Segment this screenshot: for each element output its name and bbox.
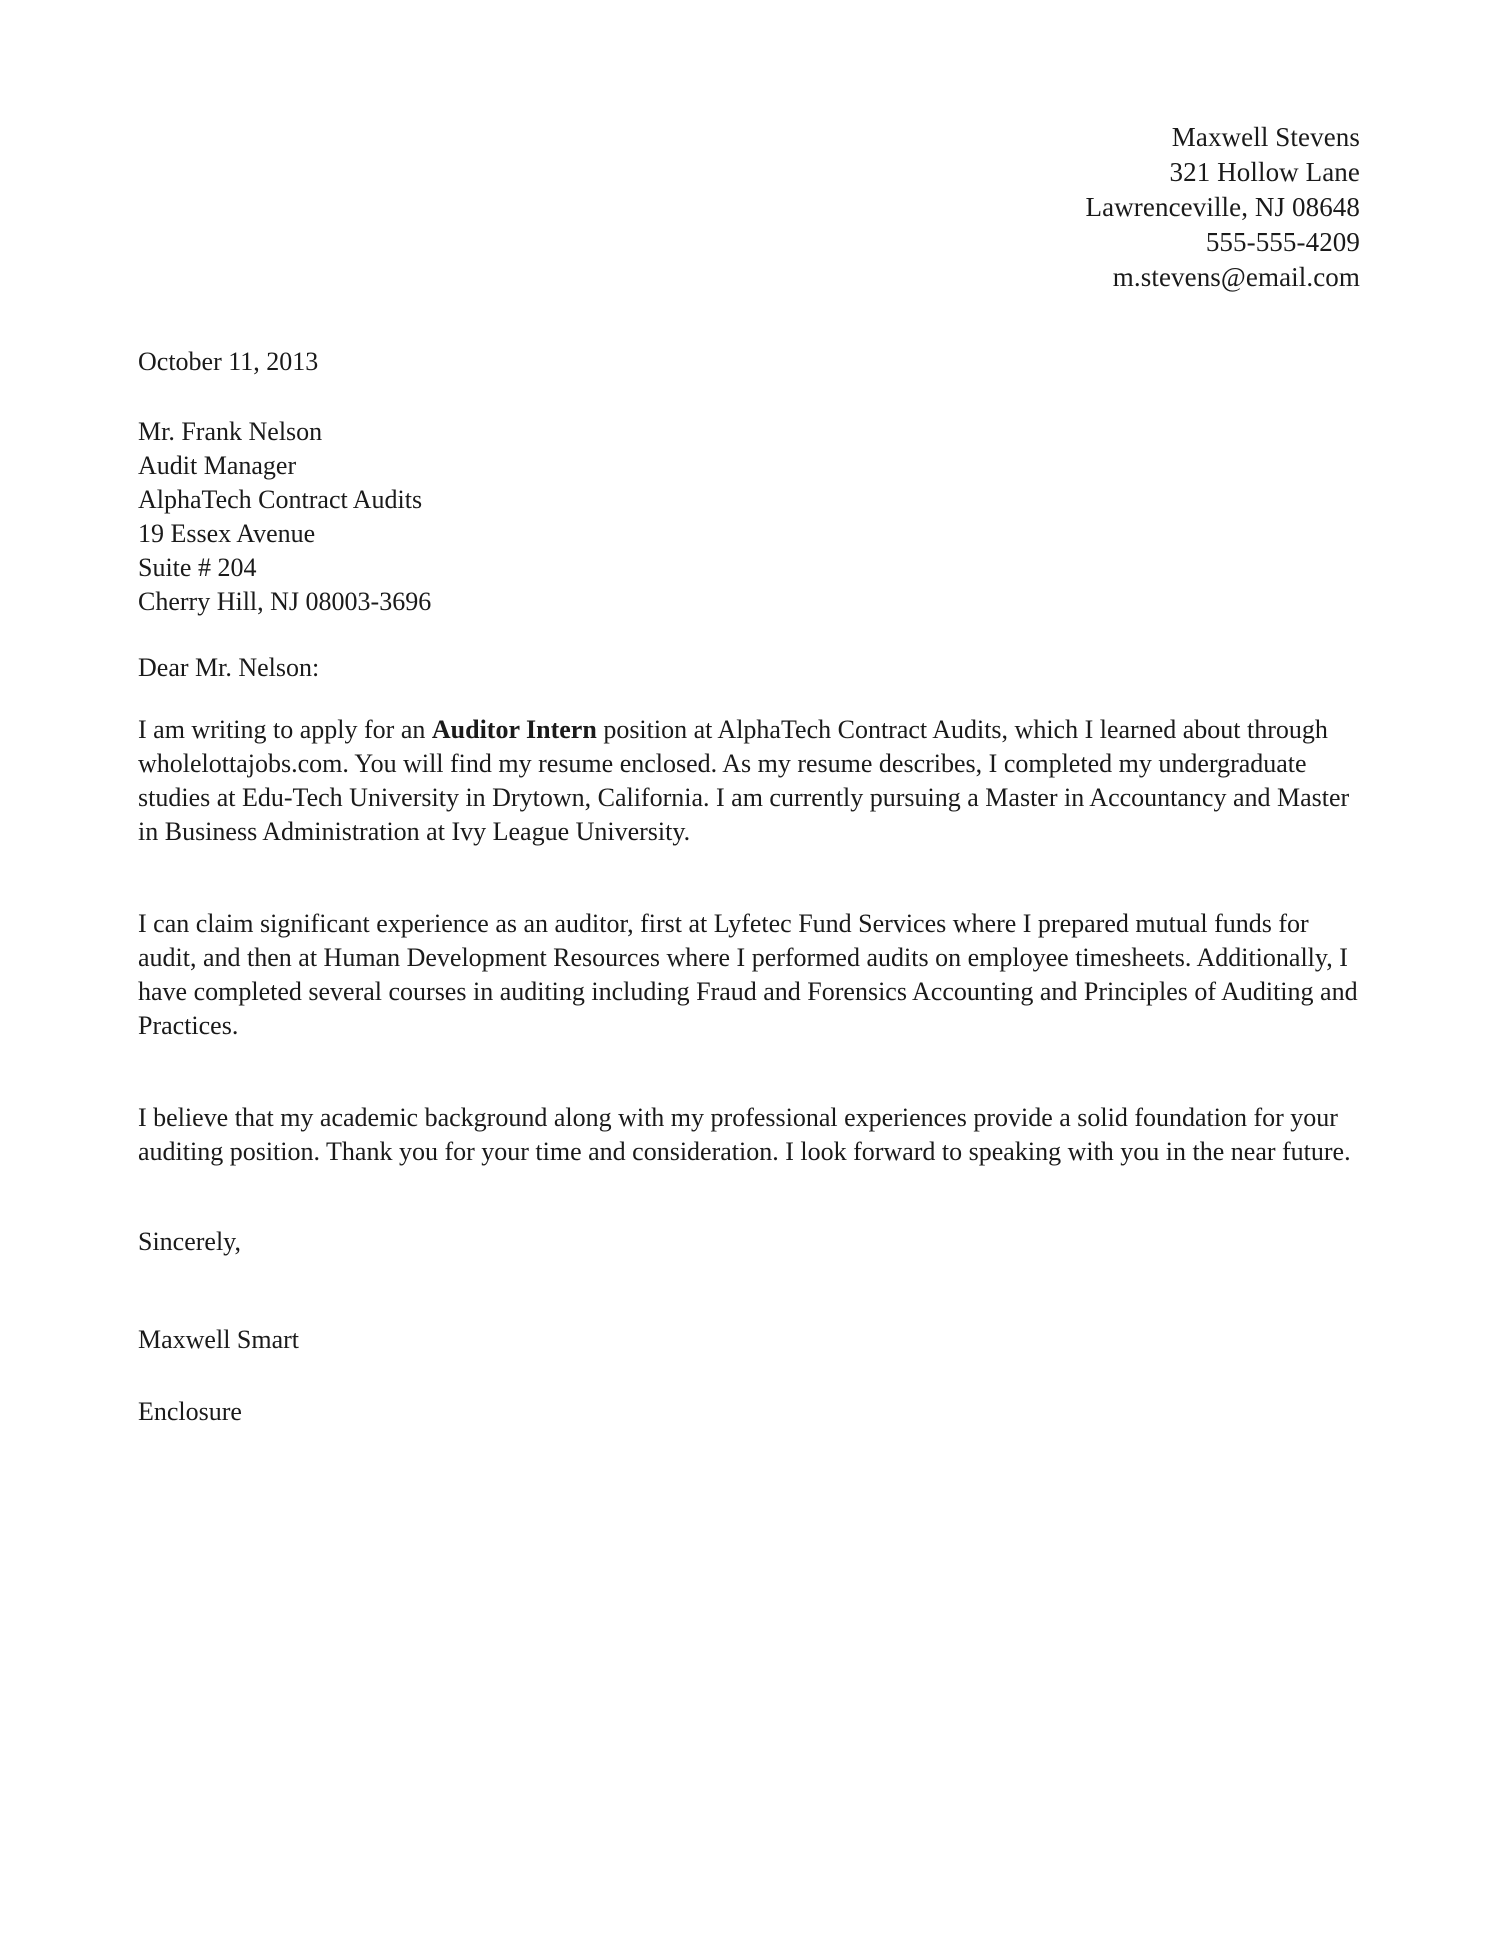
letter-content [138,713,1360,1169]
recipient-company: AlphaTech Contract Audits [138,485,423,514]
body-paragraph-2: I can claim significant experience as an auditor, first at Lyfetec Fund Services where I prepared mutual funds for audit, and then at Human Development Resources where I performed audits on employee timesheets. Additionally, I have completed several courses in auditing including Fraud and Forensics Accounting and Principles of Auditing and Practices. [138,909,1358,1040]
sender-phone: 555-555-4209 [1205,227,1360,257]
sender-street: 321 Hollow Lane [1169,157,1360,187]
signature-name: Maxwell Smart [138,1325,300,1354]
sender-email: m.stevens@email.com [1112,262,1360,292]
recipient-city-state-zip: Cherry Hill, NJ 08003-3696 [138,587,432,616]
job-title-emphasis: Auditor Intern [431,715,597,744]
paragraph-1-text-after-bold: position at AlphaTech Contract Audits, which I learned about through wholelottajobs.com. You will find my resume enclosed. As my resume describes, I completed my undergraduate studies at Edu-Tech University in Drytown, California. I am currently pursuing a Master in Accountancy and Master in Business Administration at Ivy League University. [138,715,1350,846]
recipient-suite: Suite # 204 [138,553,257,582]
recipient-street: 19 Essex Avenue [138,519,316,548]
sender-city-state-zip: Lawrenceville, NJ 08648 [1085,192,1360,222]
letter-date: October 11, 2013 [138,347,319,376]
recipient-title: Audit Manager [138,451,297,480]
paragraph-1-text-before-bold: I am writing to apply for an [138,715,432,744]
sender-name: Maxwell Stevens [1171,122,1360,152]
salutation: Dear Mr. Nelson: [138,653,320,682]
sender-address-block [138,120,1360,295]
recipient-name: Mr. Frank Nelson [138,417,323,446]
body-paragraph-3: I believe that my academic background along with my professional experiences provide a solid foundation for your auditing position. Thank you for your time and consideration. I look forward to speaking with you in the near future. [138,1103,1351,1166]
letter-body [138,120,1360,1429]
recipient-address-block [138,415,1360,619]
enclosure-note: Enclosure [138,1397,242,1426]
valediction: Sincerely, [138,1227,241,1256]
body-paragraph-1 [138,713,1360,849]
